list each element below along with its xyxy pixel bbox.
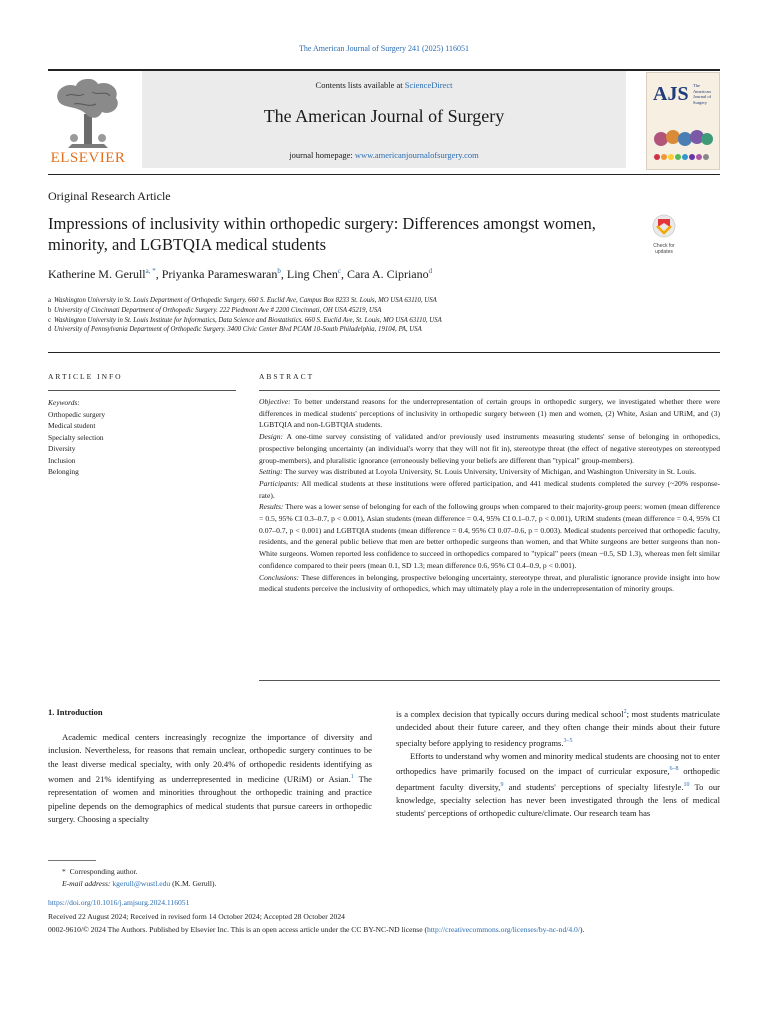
abstract-conclusions: Conclusions: These differences in belonging, prospective belonging uncertainty, stereotype threat, and pluralistic ignorance provide insight into how medical students perceive the inclusivity of orthopedics, which may ultimately play a role in the underrepresentation of minority groups. <box>259 572 720 594</box>
citation-link[interactable]: 6–8 <box>669 766 679 773</box>
header-bottom-rule <box>48 174 720 175</box>
contents-lists-line: Contents lists available at ScienceDirect <box>315 80 453 90</box>
abstract-setting: Setting: The survey was distributed at Loyola University, St. Louis University, University of Michigan, and Washington University in St. Louis. <box>259 467 697 477</box>
journal-homepage-line: journal homepage: www.americanjournalofsurgery.com <box>289 150 479 160</box>
author-affil-sup[interactable]: b <box>277 267 281 275</box>
intro-paragraph: Efforts to understand why women and minority medical students are choosing not to enter orthopedics have primarily focused on the impact of curricular exposure,$^{6-8}$ orthopedic department faculty diversity,$^9$ and students' perceptions of specialty lifestyle.$^{10}$ To our knowledge, specialty selection has never been investigated through the lens of medical students' perceptions of orthopedic culture/climate. Our research team has <box>396 750 720 819</box>
author-list: Katherine M. Gerull$^{a, *}$, Priyanka Parameswaran$^b$, Ling Chen$^c$, Cara A. Cipriano$^d$ <box>48 267 433 281</box>
license-statement: 0002-9610/© 2024 The Authors. Published by Elsevier Inc. This is an open access article under the CC BY-NC-ND license (http://creativecommons.org/licenses/by-nc-nd/4.0/). <box>48 925 585 934</box>
keyword: Medical student <box>48 421 96 430</box>
abstract-underline <box>259 390 720 391</box>
author[interactable]: Ling Chen <box>286 267 338 281</box>
article-info-underline <box>48 390 236 391</box>
cover-artwork <box>653 127 713 147</box>
citation-link[interactable]: 9 <box>500 781 504 788</box>
section-heading-introduction: 1. Introduction <box>48 707 103 717</box>
citation-link[interactable]: 3–5 <box>563 737 573 744</box>
affiliations <box>48 296 720 335</box>
crossmark-icon <box>646 214 682 238</box>
cover-subtitle: The American Journal of Surgery <box>693 83 712 105</box>
keyword: Diversity <box>48 444 76 453</box>
article-title: Impressions of inclusivity within orthopedic surgery: Differences amongst women, minority, and LGBTQIA medical students <box>48 214 596 254</box>
author[interactable]: Katherine M. Gerull <box>48 267 146 281</box>
affiliation-item: a Washington University in St. Louis Department of Orthopedic Surgery. 660 S. Euclid Ave, Campus Box 8233 St. Louis, MO USA 63110, USA <box>48 297 437 304</box>
keyword: Orthopedic surgery <box>48 409 106 419</box>
journal-title: The American Journal of Surgery <box>263 106 505 126</box>
check-for-label: Check for <box>653 243 675 249</box>
keyword: Specialty selection <box>48 432 104 442</box>
email-link[interactable]: kgerull@wustl.edu <box>112 879 171 888</box>
article-type: Original Research Article <box>48 189 171 203</box>
corresponding-author-footnote: * Corresponding author. E-mail address: kgerull@wustl.edu (K.M. Gerull). <box>62 867 217 888</box>
affiliation-item: c Washington University in St. Louis Institute for Informatics, Data Science and Biostatistics. 660 S. Euclid Ave, St. Louis, MO USA 63110, USA <box>48 316 442 324</box>
citation-link[interactable]: 10 <box>683 781 690 788</box>
abstract-design: Design: A one-time survey consisting of validated and/or previously used instruments measuring students' sense of belonging in orthopedics, prospective belonging uncertainty (an individual's worry that they will not fit in), stereotype threat (the effect of negative stereotypes on stereotyped group-members), and pluralistic ignorance (erroneously believing your beliefs are different than "typical" group-members). <box>259 432 720 465</box>
article-info-rule <box>48 352 720 353</box>
abstract-end-rule <box>259 680 720 681</box>
intro-right-column <box>396 706 720 821</box>
cover-color-dots <box>653 153 713 161</box>
article-info-heading: ARTICLE INFO <box>48 372 123 381</box>
intro-paragraph: is a complex decision that typically occurs during medical school$^2$; most students matriculate undecided about their future career, and they often change their minds about their future specialty before applying to residency programs.$^{3-5}$ <box>396 708 720 748</box>
updates-label: updates <box>655 249 673 255</box>
affiliation-item: d University of Pennsylvania Department of Orthopedic Surgery. 3400 Civic Center Blvd PCAM 10-South Philadelphia, 19104, PA, USA <box>48 326 422 334</box>
doi-link[interactable]: https://doi.org/10.1016/j.amjsurg.2024.116051 <box>48 898 190 907</box>
keyword: Belonging <box>48 467 79 476</box>
abstract-body <box>259 396 720 595</box>
citation-link[interactable]: 1 <box>350 774 354 781</box>
keywords-label: Keywords: <box>48 398 80 407</box>
license-link[interactable]: http://creativecommons.org/licenses/by-nc-nd/4.0/ <box>427 925 580 934</box>
intro-left-column: Academic medical centers increasingly recognize the importance of diversity and inclusion. Nevertheless, for reasons that remain unclear, orthopedic surgery continues to be the least diverse medical specialty, with only 20.4% of orthopedic residents identifying as women and 21% identifying as underrepresented in medicine (URiM) or Asian.$^1$ The representation of women and minorities throughout the orthopedic training and practice pipeline depends on the demographics of medical students that pursue careers in orthopedic surgery. Choosing a specialty <box>48 732 372 825</box>
elsevier-wordmark: ELSEVIER <box>50 150 126 166</box>
author[interactable]: Priyanka Parameswaran <box>161 267 278 281</box>
sciencedirect-link[interactable]: ScienceDirect <box>404 80 453 90</box>
keywords-block <box>48 397 238 478</box>
keyword: Inclusion <box>48 455 76 465</box>
homepage-link[interactable]: www.americanjournalofsurgery.com <box>354 150 479 160</box>
affiliation-item: b University of Cincinnati Department of Orthopedic Surgery. 222 Piedmont Ave # 2200 Cincinnati, OH USA 45219, USA <box>48 306 382 314</box>
abstract-participants: Participants: All medical students at these institutions were offered participation, and 441 medical students completed the survey (~20% response-rate). <box>259 478 720 500</box>
author-affil-sup[interactable]: d <box>428 267 433 275</box>
author-affil-sup[interactable]: a, * <box>145 267 156 275</box>
abstract-results: Results: There was a lower sense of belonging for each of the following groups when compared to their majority-group peers: women (mean difference = 0.5, 95% CI 0.3–0.7, p < 0.001), Asian students (mean difference = 0.4, 95% CI 0.1–0.7, p < 0.001), URiM students (mean difference = 0.4, 95% CI 0.07–0.7, p < 0.001) and LGBTQIA students (mean difference = 0.4, 95% CI 0.07–0.6, p = 0.003). Medical students perceived that orthopedic faculty, residents, and the general public believe that men are better orthopedic surgeons than women, and that White surgeons are better surgeons than non-White surgeons. Women reported less confidence to succeed in orthopedics compared to "typical" peers (mean −0.5, SD 1.3), whereas men felt similar confidence compared to their peers (mean 0.1, SD 1.3; mean difference 0.6, 95% CI 0.4–0.9, p < 0.001). <box>259 502 720 570</box>
author[interactable]: Cara A. Cipriano <box>346 267 429 281</box>
abstract-heading: ABSTRACT <box>259 372 315 381</box>
citation-link[interactable]: 2 <box>623 709 627 715</box>
cover-logo: AJS <box>653 83 689 105</box>
author-affil-sup[interactable]: c <box>337 267 341 275</box>
journal-reference[interactable]: The American Journal of Surgery 241 (2025) 116051 <box>299 44 469 53</box>
journal-cover-thumbnail[interactable] <box>646 72 720 170</box>
article-dates: Received 22 August 2024; Received in revised form 14 October 2024; Accepted 28 October 2024 <box>48 912 345 921</box>
check-for-updates-badge[interactable] <box>646 214 682 254</box>
abstract-objective: Objective: To better understand reasons for the underrepresentation of certain groups in orthopedic surgery, we investigated whether there were differences in medical students' perceptions of inclusivity in orthopedic surgery between (1) men and women, (2) White, Asian and URiM, and (3) LGBTQIA and non-LGBTQIA students. <box>259 397 720 430</box>
footnote-rule <box>48 860 96 861</box>
